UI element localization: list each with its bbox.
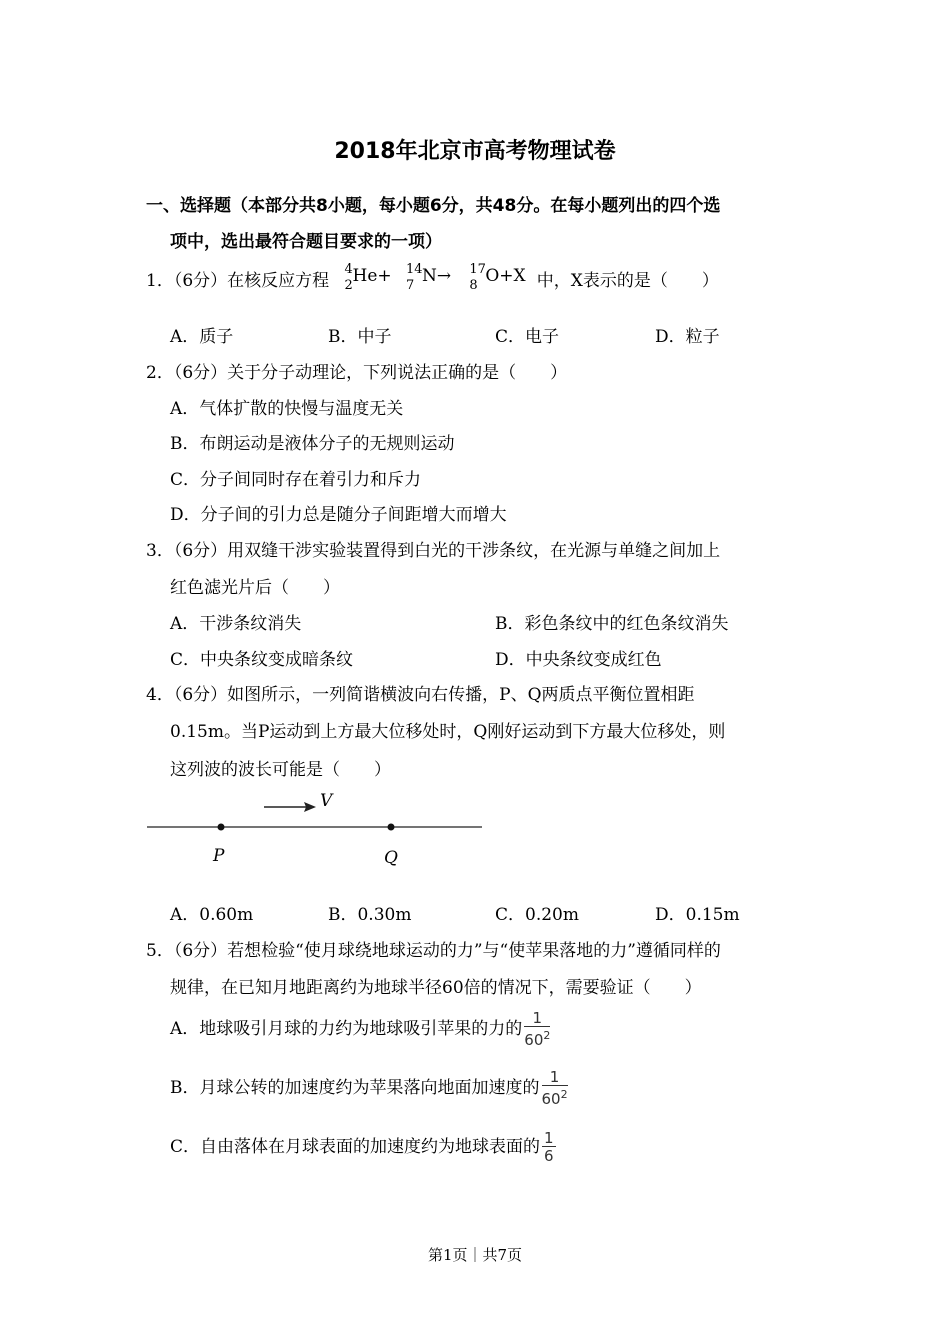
- q3-option-d[interactable]: D．中央条纹变成红色: [495, 650, 662, 670]
- q5-option-b[interactable]: B．月球公转的加速度约为苹果落向地面加速度的 $\frac{1}{60^2}$: [170, 1068, 568, 1108]
- point-q-label: Q: [384, 848, 398, 868]
- question-3-stem-line2: 红色滤光片后（ ）: [170, 578, 340, 598]
- question-4-stem-line1: 4．（6分）如图所示，一列简谐横波向右传播，P、Q两质点平衡位置相距: [146, 685, 695, 705]
- q3-option-a[interactable]: A．干涉条纹消失: [170, 614, 302, 634]
- q4-option-a[interactable]: A．0.60m: [170, 905, 254, 925]
- q1-option-b[interactable]: B．中子: [328, 327, 392, 347]
- q4-option-c[interactable]: C．0.20m: [495, 905, 579, 925]
- question-5-stem-line2: 规律，在已知月地距离约为地球半径60倍的情况下，需要验证（ ）: [170, 978, 702, 998]
- question-4-stem-line3: 这列波的波长可能是（ ）: [170, 760, 391, 780]
- wave-figure: [140, 786, 490, 876]
- nitrogen-nuclide: 14 7 N→: [405, 262, 452, 293]
- page-title: 2018年北京市高考物理试卷: [334, 139, 616, 164]
- question-3-stem-line1: 3．（6分）用双缝干涉实验装置得到白光的干涉条纹，在光源与单缝之间加上: [146, 541, 721, 561]
- q4-option-b[interactable]: B．0.30m: [328, 905, 412, 925]
- q1-option-c[interactable]: C．电子: [495, 327, 560, 347]
- fraction-one-over-6: $\frac{1}{6}$: [544, 1129, 554, 1165]
- point-p-dot: [218, 824, 225, 831]
- q4-option-d[interactable]: D．0.15m: [655, 905, 740, 925]
- oxygen-nuclide: 17 8 O+X: [469, 262, 526, 293]
- point-q-dot: [388, 824, 395, 831]
- question-2-stem: 2．（6分）关于分子动理论，下列说法正确的是（ ）: [146, 363, 568, 383]
- q2-option-c[interactable]: C．分子间同时存在着引力和斥力: [170, 470, 422, 490]
- q2-option-b[interactable]: B．布朗运动是液体分子的无规则运动: [170, 434, 455, 454]
- fraction-one-over-60-squared: $\frac{1}{60^2}$: [524, 1009, 551, 1049]
- q3-option-c[interactable]: C．中央条纹变成暗条纹: [170, 650, 354, 670]
- question-4-stem-line2: 0.15m。当P运动到上方最大位移处时，Q刚好运动到下方最大位移处，则: [170, 722, 726, 742]
- section-heading-line2: 项中，选出最符合题目要求的一项）: [170, 232, 442, 252]
- velocity-label: V: [320, 791, 333, 811]
- section-heading-line1: 一、选择题（本部分共8小题，每小题6分，共48分。在每小题列出的四个选: [146, 196, 721, 216]
- q5-option-c[interactable]: C．自由落体在月球表面的加速度约为地球表面的 $\frac{1}{6}$: [170, 1129, 554, 1165]
- section-heading: [146, 188, 826, 260]
- q3-option-b[interactable]: B．彩色条纹中的红色条纹消失: [495, 614, 729, 634]
- q5-option-a[interactable]: A．地球吸引月球的力约为地球吸引苹果的力的 $\frac{1}{60^2}$: [170, 1009, 551, 1049]
- page-footer: 第1页｜共7页: [427, 1246, 523, 1264]
- question-1-stem: 1．（6分）在核反应方程 4 2 He+ 14 7 N→ 17 8 O+X 中，X表示的是（ ）: [146, 262, 719, 293]
- fraction-one-over-60-squared: $\frac{1}{60^2}$: [541, 1068, 568, 1108]
- q2-option-a[interactable]: A．气体扩散的快慢与温度无关: [170, 399, 404, 419]
- helium-nuclide: 4 2 He+: [344, 262, 392, 293]
- question-5-stem-line1: 5．（6分）若想检验“使月球绕地球运动的力”与“使苹果落地的力”遵循同样的: [146, 941, 721, 961]
- point-p-label: P: [213, 846, 225, 866]
- q2-option-d[interactable]: D．分子间的引力总是随分子间距增大而增大: [170, 505, 507, 525]
- q1-option-a[interactable]: A．质子: [170, 327, 234, 347]
- q1-option-d[interactable]: D．粒子: [655, 327, 720, 347]
